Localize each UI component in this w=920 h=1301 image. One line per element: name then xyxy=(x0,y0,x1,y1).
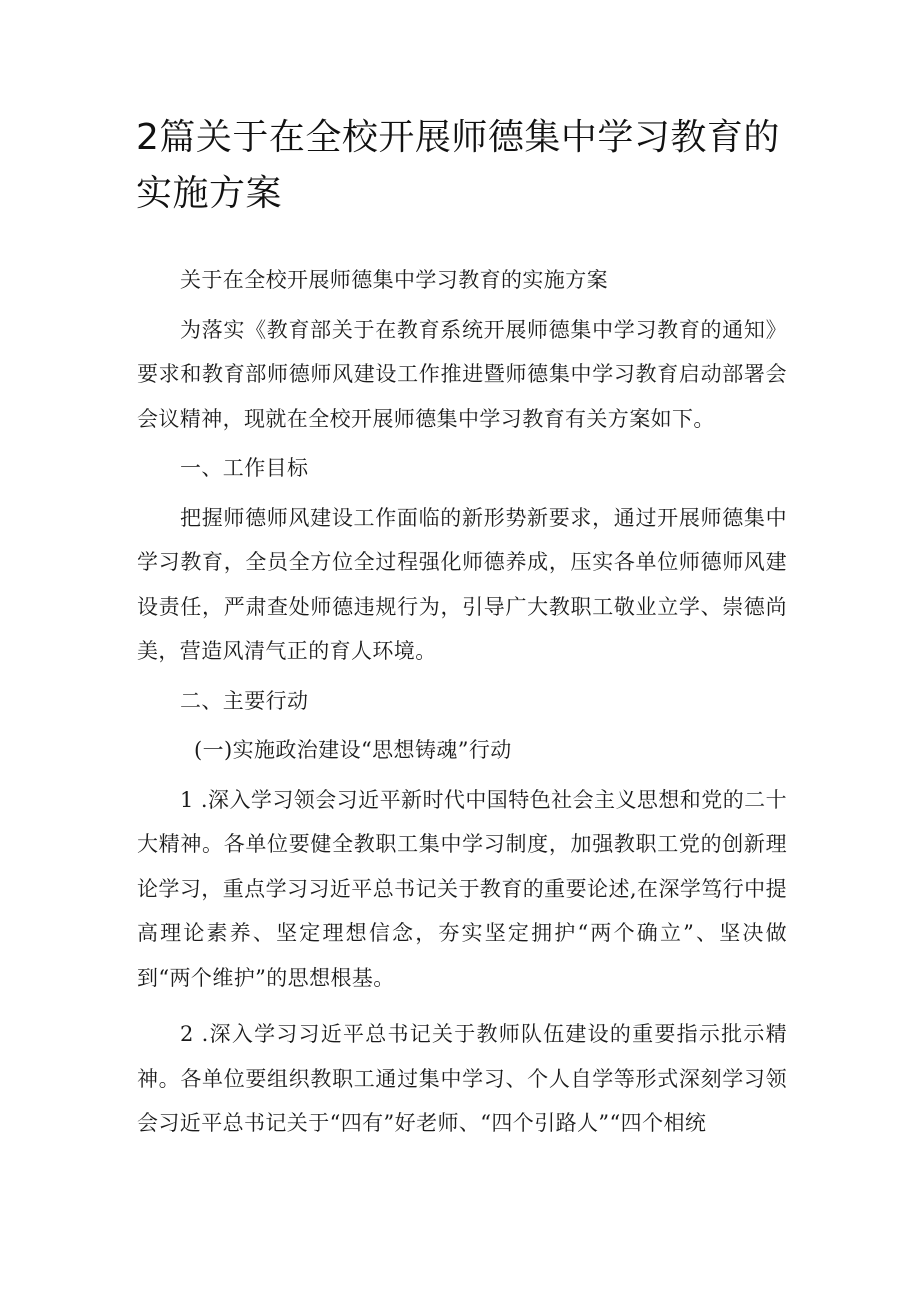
subsection-heading-political: (一)实施政治建设“思想铸魂”行动 xyxy=(194,738,512,762)
action-item-2: 2 .深入学习习近平总书记关于教师队伍建设的重要指示批示精神。各单位要组织教职工通过集中学习、个人自学等形式深刻学习领会习近平总书记关于“四有”好老师、“四个引路人”“四个相统 xyxy=(137,1022,787,1135)
section-heading-work-goals: 一、工作目标 xyxy=(180,456,309,480)
document-body xyxy=(137,258,787,1146)
work-goals-paragraph: 把握师德师风建设工作面临的新形势新要求，通过开展师德集中学习教育，全员全方位全过程强化师德养成，压实各单位师德师风建设责任，严肃查处师德违规行为，引导广大教职工敬业立学、崇德尚美，营造风清气正的育人环境。 xyxy=(137,505,787,663)
intro-paragraph: 为落实《教育部关于在教育系统开展师德集中学习教育的通知》要求和教育部师德师风建设工作推进暨师德集中学习教育启动部署会会议精神，现就在全校开展师德集中学习教育有关方案如下。 xyxy=(137,317,787,431)
action-item-1: 1 .深入学习领会习近平新时代中国特色社会主义思想和党的二十大精神。各单位要健全教职工集中学习制度，加强教职工党的创新理论学习，重点学习习近平总书记关于教育的重要论述,在深学笃行中提高理论素养、坚定理想信念，夯实坚定拥护“两个确立”、坚决做到“两个维护”的思想根基。 xyxy=(137,787,787,990)
document-title: 2篇关于在全校开展师德集中学习教育的实施方案 xyxy=(136,117,780,214)
section-heading-main-actions: 二、主要行动 xyxy=(180,688,309,713)
plan-heading: 关于在全校开展师德集中学习教育的实施方案 xyxy=(180,268,608,292)
